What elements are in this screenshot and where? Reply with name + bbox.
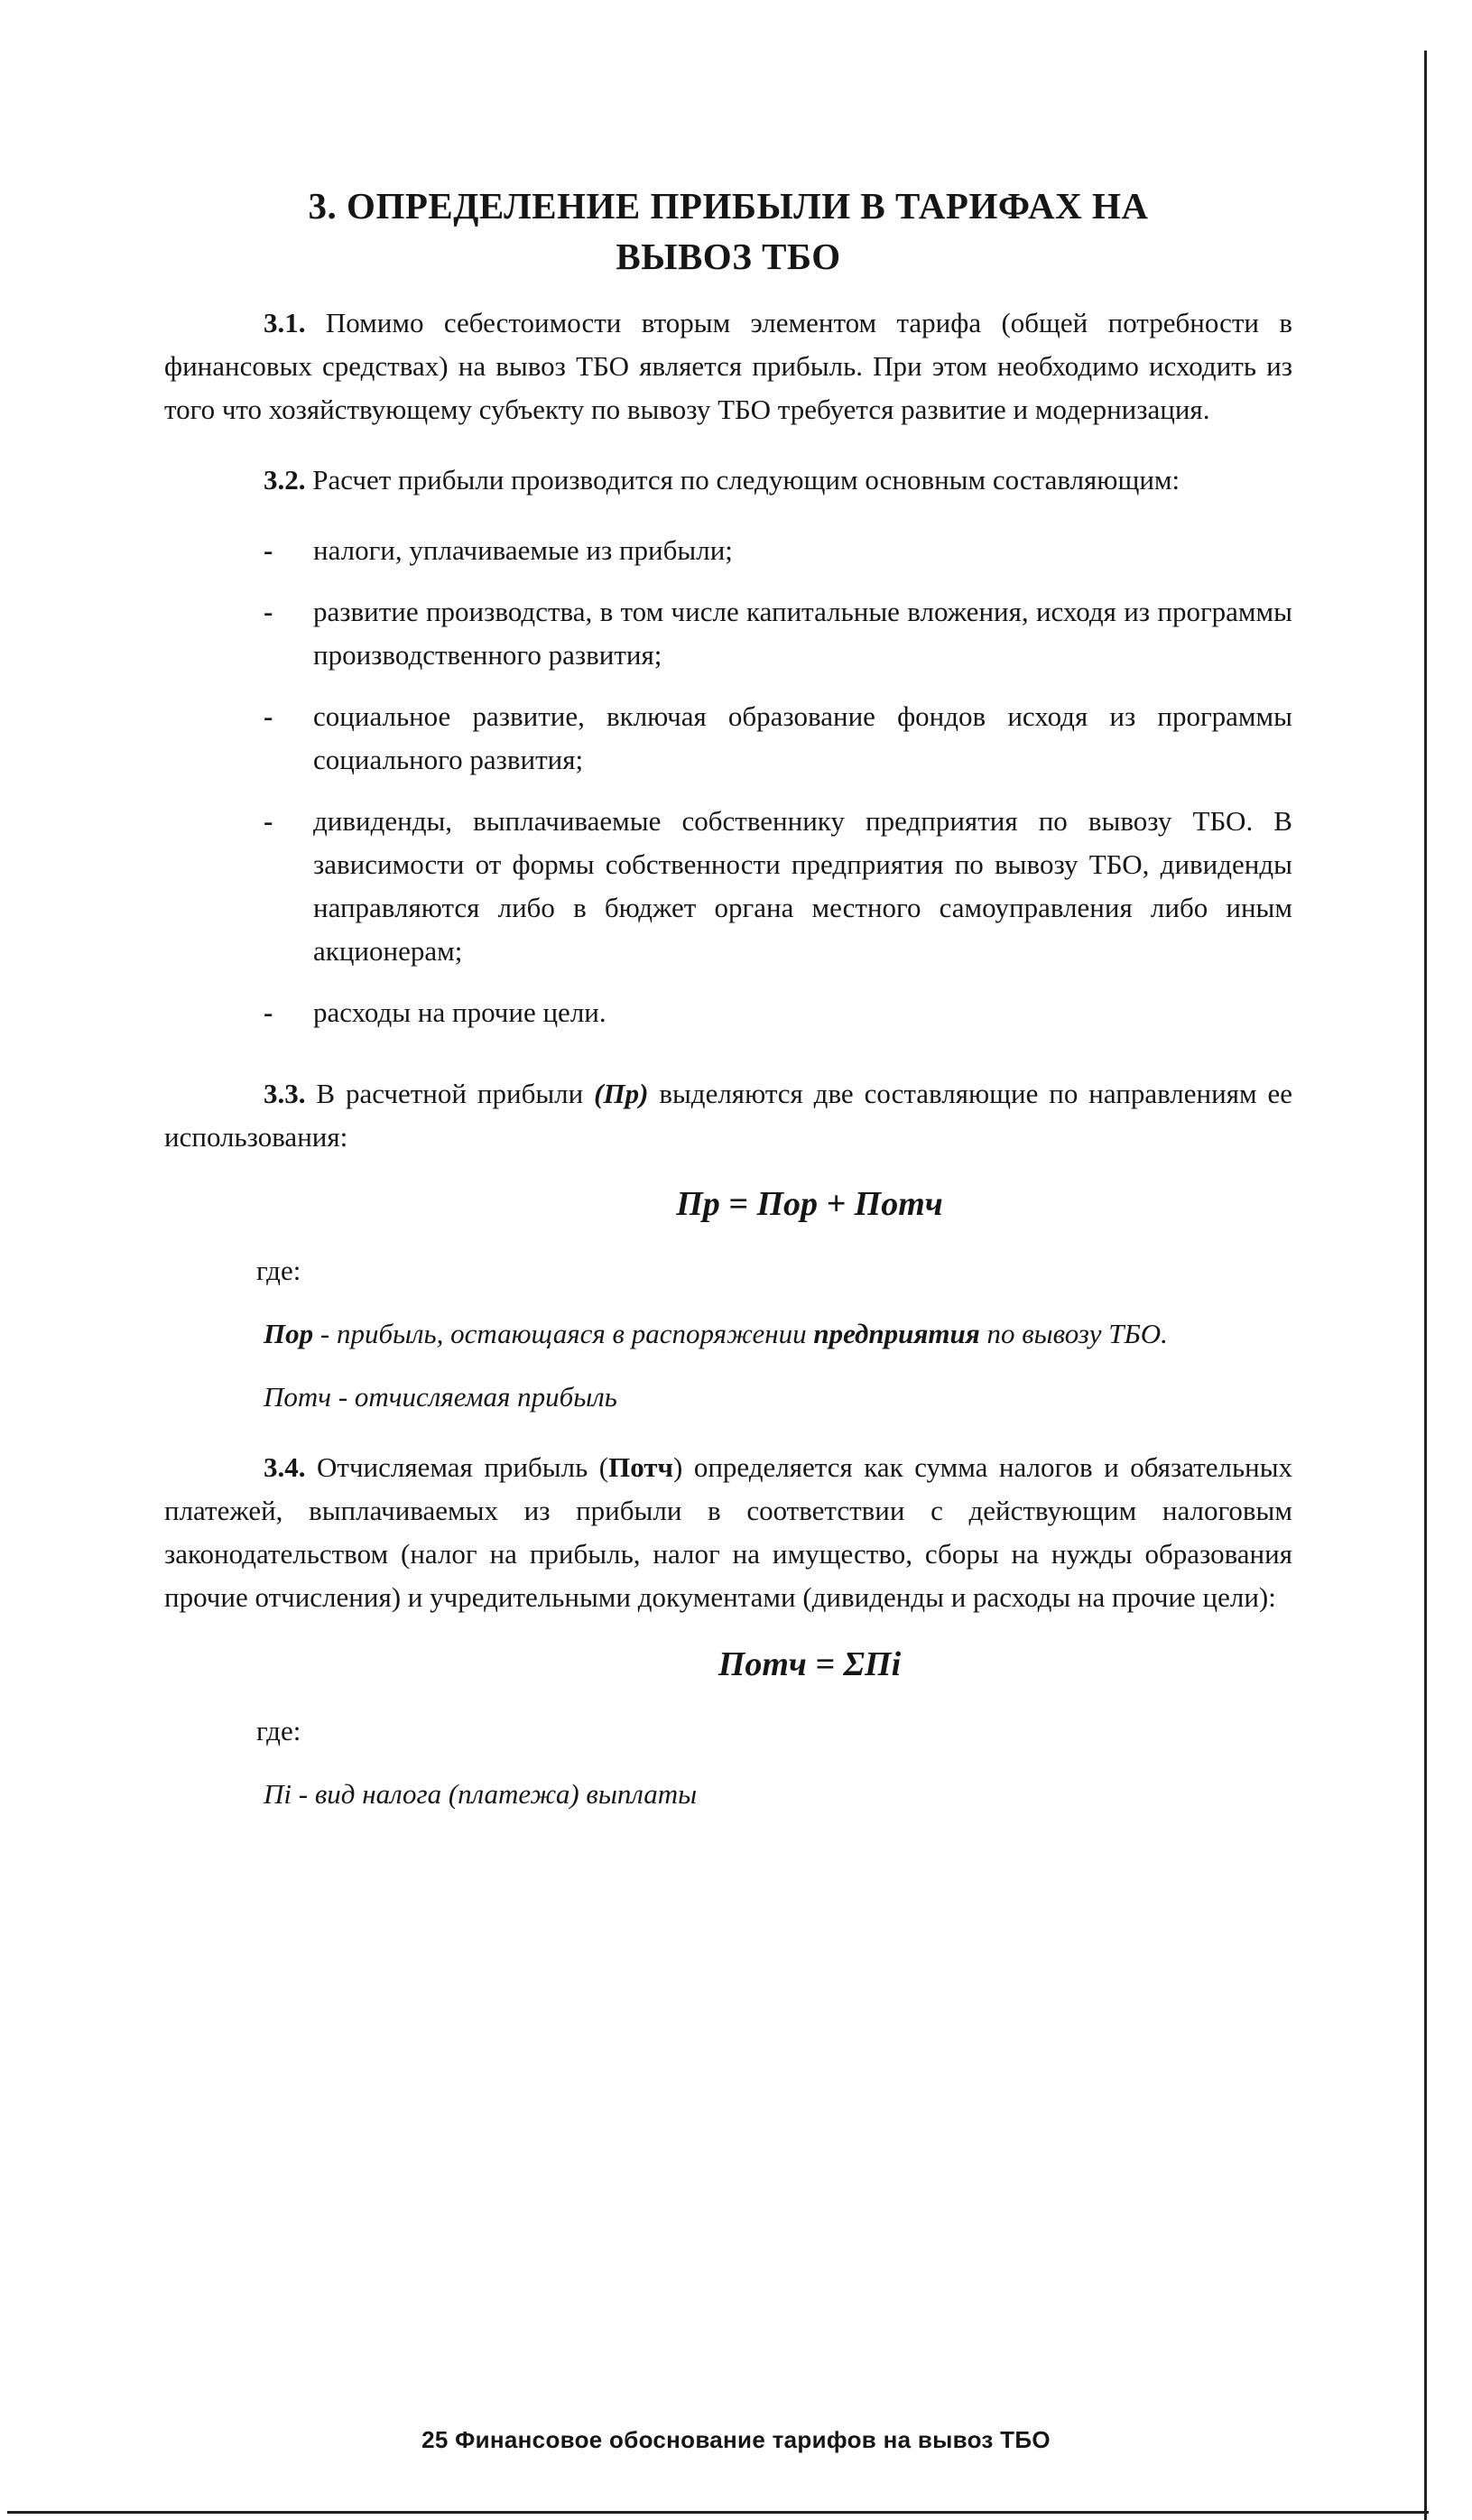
paragraph-text: Помимо себестоимости вторым элементом тарифа (общей потребности в финансовых средствах) на вывоз ТБО является прибыль. При этом необходимо исходить из того что хозяйствующему субъекту по вывозу ТБО требуется развитие и модернизация. — [164, 307, 1293, 425]
page-border-bottom — [7, 2511, 1429, 2514]
page-border-right — [1424, 51, 1427, 2520]
where-label: где: — [256, 1715, 301, 1746]
paragraph-3-4: 3.4. Отчисляемая прибыль (Потч) определяется как сумма налогов и обязательных платежей, выплачиваемых из прибыли в соответствии с действующим налоговым законодательством (налог на прибыль, налог на имущество, сборы на нужды образования прочие отчисления) и учредительными документами (дивиденды и расходы на прочие цели): — [164, 1451, 1293, 1613]
paragraph-number: 3.2. — [264, 464, 306, 496]
paragraph-3-1 — [164, 301, 1292, 431]
paragraph-text: Расчет прибыли производится по следующим основным составляющим: — [312, 464, 1180, 496]
section-heading — [164, 181, 1292, 282]
paragraph-number: 3.4. — [264, 1451, 306, 1483]
where-label: где: — [256, 1255, 301, 1286]
paragraph-number: 3.1. — [264, 307, 306, 338]
definition-payment-type: Пi - вид налога (платежа) выплаты — [264, 1778, 698, 1810]
list-item: - развитие производства, в том числе капитальные вложения, исходя из программы производственного развития; — [264, 596, 1292, 671]
paragraph-3-2 — [164, 459, 1292, 502]
list-item: - социальное развитие, включая образование фондов исходя из программы социального развития; — [264, 700, 1292, 775]
heading-line-1: 3. ОПРЕДЕЛЕНИЕ ПРИБЫЛИ В ТАРИФАХ НА — [308, 185, 1149, 227]
profit-components-list — [164, 529, 1292, 1034]
formula-profit-split: Пр = Пор + Потч — [676, 1185, 943, 1223]
formula-symbol: (Пр) — [594, 1078, 649, 1109]
paragraph-number: 3.3. — [264, 1078, 306, 1109]
paragraph-3-3: 3.3. В расчетной прибыли (Пр) выделяются две составляющие по направлениям ее использования: — [164, 1078, 1293, 1153]
document-page — [164, 181, 1292, 1816]
formula-symbol: Потч — [608, 1451, 673, 1483]
heading-line-2: ВЫВОЗ ТБО — [616, 236, 841, 277]
list-item: - налоги, уплачиваемые из прибыли; — [264, 534, 733, 566]
list-item: - дивиденды, выплачиваемые собственнику предприятия по вывозу ТБО. В зависимости от формы собственности предприятия по вывозу ТБО, дивиденды направляются либо в бюджет органа местного самоуправления либо иным акционерам; — [264, 805, 1292, 967]
formula-deducted-sum: Потч = ΣПi — [717, 1645, 902, 1683]
definition-retained-profit: Пор - прибыль, остающаяся в распоряжении предприятия по вывозу ТБО. — [264, 1318, 1168, 1349]
list-item: - расходы на прочие цели. — [264, 996, 606, 1028]
definition-deducted-profit: Потч - отчисляемая прибыль — [264, 1381, 617, 1413]
page-footer: 25 Финансовое обоснование тарифов на вывоз ТБО — [421, 2426, 1051, 2453]
